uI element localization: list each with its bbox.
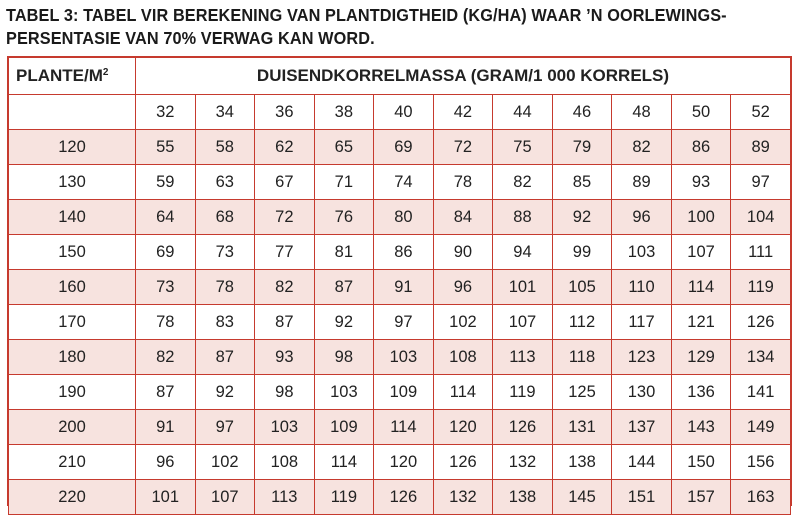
column-values-row — [9, 95, 791, 130]
value-cell: 55 — [136, 130, 196, 165]
value-cell: 91 — [136, 410, 196, 445]
value-cell: 89 — [612, 165, 672, 200]
table-row — [9, 235, 791, 270]
value-cell: 103 — [314, 375, 374, 410]
value-cell: 138 — [552, 445, 612, 480]
table-row — [9, 200, 791, 235]
value-cell: 98 — [314, 340, 374, 375]
table-row — [9, 305, 791, 340]
value-cell: 136 — [671, 375, 731, 410]
value-cell: 78 — [136, 305, 196, 340]
value-cell: 120 — [433, 410, 493, 445]
row-label-cell: 130 — [9, 165, 136, 200]
value-cell: 107 — [493, 305, 553, 340]
value-cell: 149 — [731, 410, 791, 445]
column-header-cell: 44 — [493, 95, 553, 130]
value-cell: 82 — [493, 165, 553, 200]
value-cell: 107 — [195, 480, 255, 515]
row-header-superscript: 2 — [102, 67, 109, 78]
value-cell: 83 — [195, 305, 255, 340]
column-header-cell: 42 — [433, 95, 493, 130]
value-cell: 157 — [671, 480, 731, 515]
value-cell: 126 — [374, 480, 434, 515]
value-cell: 96 — [433, 270, 493, 305]
row-label-cell: 140 — [9, 200, 136, 235]
value-cell: 93 — [671, 165, 731, 200]
value-cell: 69 — [136, 235, 196, 270]
table-title — [6, 4, 741, 50]
value-cell: 118 — [552, 340, 612, 375]
value-cell: 113 — [493, 340, 553, 375]
value-cell: 113 — [255, 480, 315, 515]
value-cell: 90 — [433, 235, 493, 270]
value-cell: 114 — [374, 410, 434, 445]
row-header-cell — [9, 58, 136, 95]
plant-density-table — [8, 57, 791, 515]
value-cell: 145 — [552, 480, 612, 515]
table-body — [9, 95, 791, 515]
value-cell: 151 — [612, 480, 672, 515]
value-cell: 100 — [671, 200, 731, 235]
value-cell: 72 — [433, 130, 493, 165]
value-cell: 119 — [493, 375, 553, 410]
value-cell: 73 — [195, 235, 255, 270]
value-cell: 82 — [255, 270, 315, 305]
value-cell: 123 — [612, 340, 672, 375]
value-cell: 89 — [731, 130, 791, 165]
column-header-cell: 40 — [374, 95, 434, 130]
value-cell: 109 — [374, 375, 434, 410]
row-label-cell: 210 — [9, 445, 136, 480]
value-cell: 104 — [731, 200, 791, 235]
value-cell: 92 — [195, 375, 255, 410]
table-row — [9, 410, 791, 445]
value-cell: 132 — [493, 445, 553, 480]
row-label-cell: 190 — [9, 375, 136, 410]
value-cell: 103 — [612, 235, 672, 270]
value-cell: 92 — [314, 305, 374, 340]
row-label-cell: 160 — [9, 270, 136, 305]
value-cell: 126 — [493, 410, 553, 445]
value-cell: 137 — [612, 410, 672, 445]
value-cell: 82 — [136, 340, 196, 375]
value-cell: 131 — [552, 410, 612, 445]
value-cell: 108 — [433, 340, 493, 375]
value-cell: 87 — [195, 340, 255, 375]
value-cell: 64 — [136, 200, 196, 235]
value-cell: 67 — [255, 165, 315, 200]
value-cell: 121 — [671, 305, 731, 340]
table-row — [9, 480, 791, 515]
value-cell: 84 — [433, 200, 493, 235]
row-label-cell: 200 — [9, 410, 136, 445]
value-cell: 110 — [612, 270, 672, 305]
value-cell: 77 — [255, 235, 315, 270]
value-cell: 73 — [136, 270, 196, 305]
value-cell: 109 — [314, 410, 374, 445]
value-cell: 65 — [314, 130, 374, 165]
column-header-cell: 36 — [255, 95, 315, 130]
row-header-label: PLANTE/M — [16, 66, 103, 85]
value-cell: 76 — [314, 200, 374, 235]
value-cell: 94 — [493, 235, 553, 270]
value-cell: 96 — [612, 200, 672, 235]
value-cell: 74 — [374, 165, 434, 200]
value-cell: 130 — [612, 375, 672, 410]
column-header-cell: 52 — [731, 95, 791, 130]
data-table-container — [7, 56, 792, 506]
value-cell: 126 — [433, 445, 493, 480]
value-cell: 97 — [195, 410, 255, 445]
value-cell: 97 — [374, 305, 434, 340]
value-cell: 71 — [314, 165, 374, 200]
value-cell: 98 — [255, 375, 315, 410]
value-cell: 87 — [255, 305, 315, 340]
value-cell: 91 — [374, 270, 434, 305]
value-cell: 58 — [195, 130, 255, 165]
value-cell: 97 — [731, 165, 791, 200]
value-cell: 119 — [731, 270, 791, 305]
row-label-cell: 220 — [9, 480, 136, 515]
value-cell: 92 — [552, 200, 612, 235]
value-cell: 102 — [195, 445, 255, 480]
table-title-line-2: PERSENTASIE VAN 70% VERWAG KAN WORD. — [6, 28, 375, 48]
value-cell: 62 — [255, 130, 315, 165]
value-cell: 59 — [136, 165, 196, 200]
value-cell: 132 — [433, 480, 493, 515]
value-cell: 134 — [731, 340, 791, 375]
value-cell: 80 — [374, 200, 434, 235]
value-cell: 138 — [493, 480, 553, 515]
value-cell: 87 — [314, 270, 374, 305]
value-cell: 68 — [195, 200, 255, 235]
value-cell: 82 — [612, 130, 672, 165]
value-cell: 85 — [552, 165, 612, 200]
row-label-cell: 180 — [9, 340, 136, 375]
value-cell: 69 — [374, 130, 434, 165]
value-cell: 120 — [374, 445, 434, 480]
value-cell: 78 — [195, 270, 255, 305]
value-cell: 141 — [731, 375, 791, 410]
value-cell: 107 — [671, 235, 731, 270]
value-cell: 101 — [136, 480, 196, 515]
value-cell: 150 — [671, 445, 731, 480]
value-cell: 125 — [552, 375, 612, 410]
value-cell: 126 — [731, 305, 791, 340]
value-cell: 163 — [731, 480, 791, 515]
value-cell: 143 — [671, 410, 731, 445]
column-header-cell: 38 — [314, 95, 374, 130]
value-cell: 129 — [671, 340, 731, 375]
value-cell: 111 — [731, 235, 791, 270]
value-cell: 86 — [374, 235, 434, 270]
value-cell: 156 — [731, 445, 791, 480]
row-label-cell: 150 — [9, 235, 136, 270]
column-header-cell: 50 — [671, 95, 731, 130]
value-cell: 144 — [612, 445, 672, 480]
value-cell: 114 — [433, 375, 493, 410]
column-header-cell: 34 — [195, 95, 255, 130]
table-row — [9, 445, 791, 480]
column-header-cell: 48 — [612, 95, 672, 130]
value-cell: 114 — [671, 270, 731, 305]
column-group-header: DUISENDKORRELMASSA (GRAM/1 000 KORRELS) — [136, 58, 791, 95]
value-cell: 99 — [552, 235, 612, 270]
value-cell: 108 — [255, 445, 315, 480]
column-header-cell: 46 — [552, 95, 612, 130]
value-cell: 87 — [136, 375, 196, 410]
value-cell: 103 — [255, 410, 315, 445]
value-cell: 105 — [552, 270, 612, 305]
table-header-row — [9, 58, 791, 95]
table-row — [9, 270, 791, 305]
table-row — [9, 165, 791, 200]
value-cell: 63 — [195, 165, 255, 200]
value-cell: 75 — [493, 130, 553, 165]
value-cell: 112 — [552, 305, 612, 340]
value-cell: 114 — [314, 445, 374, 480]
table-row — [9, 340, 791, 375]
value-cell: 79 — [552, 130, 612, 165]
value-cell: 78 — [433, 165, 493, 200]
row-label-cell: 170 — [9, 305, 136, 340]
value-cell: 86 — [671, 130, 731, 165]
value-cell: 81 — [314, 235, 374, 270]
empty-corner-cell — [9, 95, 136, 130]
value-cell: 102 — [433, 305, 493, 340]
value-cell: 119 — [314, 480, 374, 515]
value-cell: 88 — [493, 200, 553, 235]
table-row — [9, 130, 791, 165]
value-cell: 103 — [374, 340, 434, 375]
row-label-cell: 120 — [9, 130, 136, 165]
value-cell: 117 — [612, 305, 672, 340]
table-row — [9, 375, 791, 410]
value-cell: 72 — [255, 200, 315, 235]
value-cell: 101 — [493, 270, 553, 305]
value-cell: 96 — [136, 445, 196, 480]
column-header-cell: 32 — [136, 95, 196, 130]
table-title-line-1: TABEL 3: TABEL VIR BEREKENING VAN PLANTDIGTHEID (KG/HA) WAAR ’N OORLEWINGS- — [6, 5, 727, 25]
value-cell: 93 — [255, 340, 315, 375]
